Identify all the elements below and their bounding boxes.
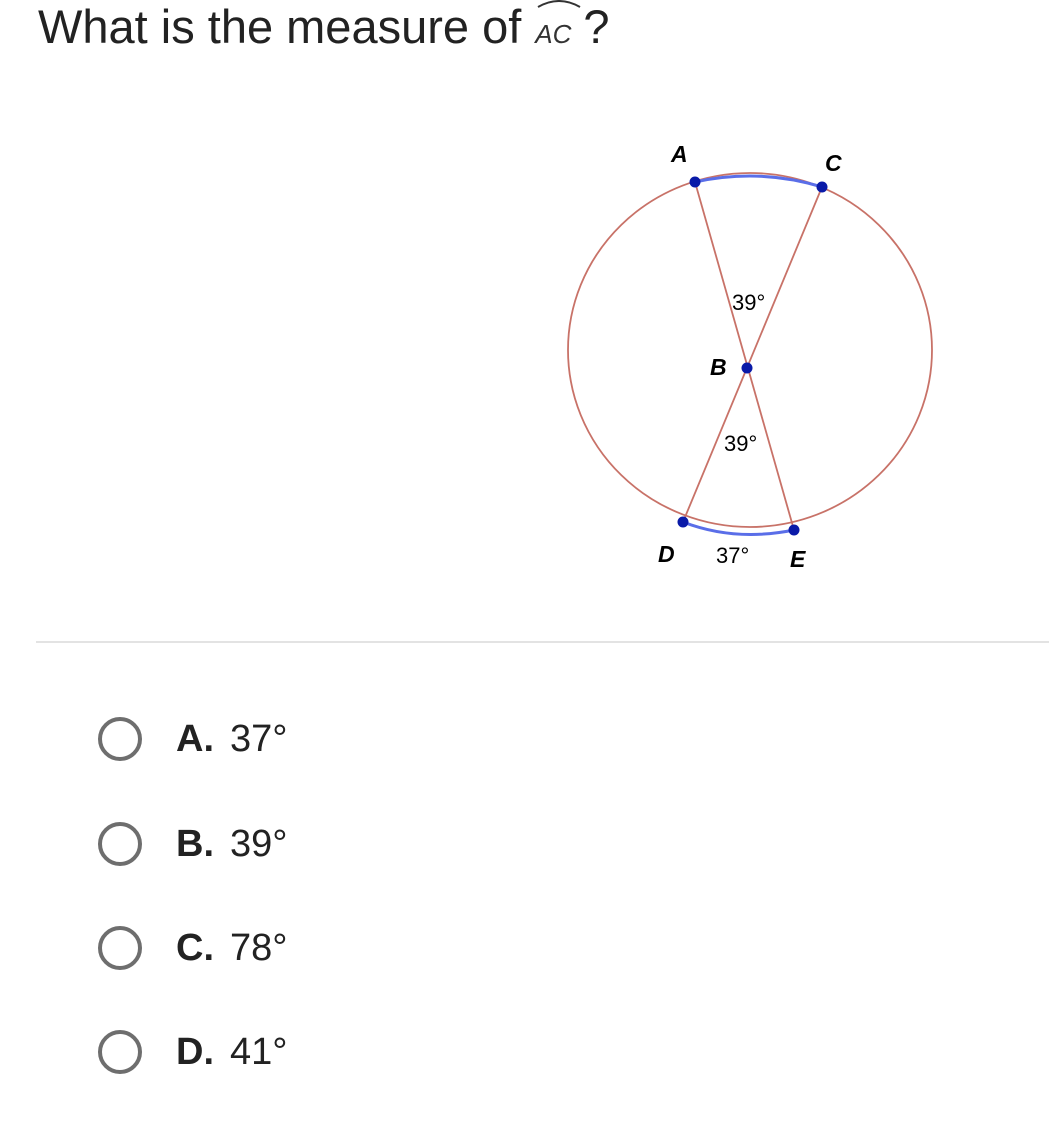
point-d: [678, 517, 689, 528]
circle-diagram: [560, 130, 950, 580]
option-letter: A.: [176, 717, 214, 760]
option-letter: C.: [176, 926, 214, 969]
angle-label-bottom: 39°: [724, 431, 758, 456]
chord-cd: [683, 187, 822, 522]
label-c: C: [825, 150, 842, 176]
radio-button-icon[interactable]: [98, 926, 142, 970]
radio-button-icon[interactable]: [98, 1030, 142, 1074]
option-text: 78°: [230, 926, 288, 969]
question-text: [38, 0, 610, 54]
label-b: B: [710, 354, 727, 380]
radio-button-icon[interactable]: [98, 717, 142, 761]
point-e: [789, 525, 800, 536]
option-b[interactable]: [98, 816, 287, 872]
arc-overline-icon: [536, 0, 582, 9]
arc-de: [683, 522, 794, 535]
point-a: [690, 177, 701, 188]
option-text: 41°: [230, 1030, 288, 1073]
label-d: D: [658, 541, 675, 567]
option-letter: D.: [176, 1030, 214, 1073]
divider: [36, 641, 1049, 643]
option-text: 37°: [230, 717, 288, 760]
arc-de-label: 37°: [716, 543, 750, 568]
angle-label-top: 39°: [732, 290, 766, 315]
question-mark: ?: [583, 0, 610, 53]
arc-ac-symbol: [535, 0, 571, 61]
arc-ac-label: AC: [535, 19, 572, 49]
radio-button-icon[interactable]: [98, 822, 142, 866]
option-text: 39°: [230, 822, 288, 865]
question-prefix: What is the measure of: [38, 0, 522, 53]
arc-ac: [695, 176, 822, 187]
point-c: [817, 182, 828, 193]
option-c[interactable]: [98, 920, 287, 976]
label-a: A: [671, 141, 688, 167]
label-e: E: [790, 546, 806, 572]
circle-outline: [568, 173, 932, 527]
option-letter: B.: [176, 822, 214, 865]
option-d[interactable]: [98, 1024, 287, 1080]
point-b: [742, 363, 753, 374]
option-a[interactable]: [98, 711, 287, 767]
